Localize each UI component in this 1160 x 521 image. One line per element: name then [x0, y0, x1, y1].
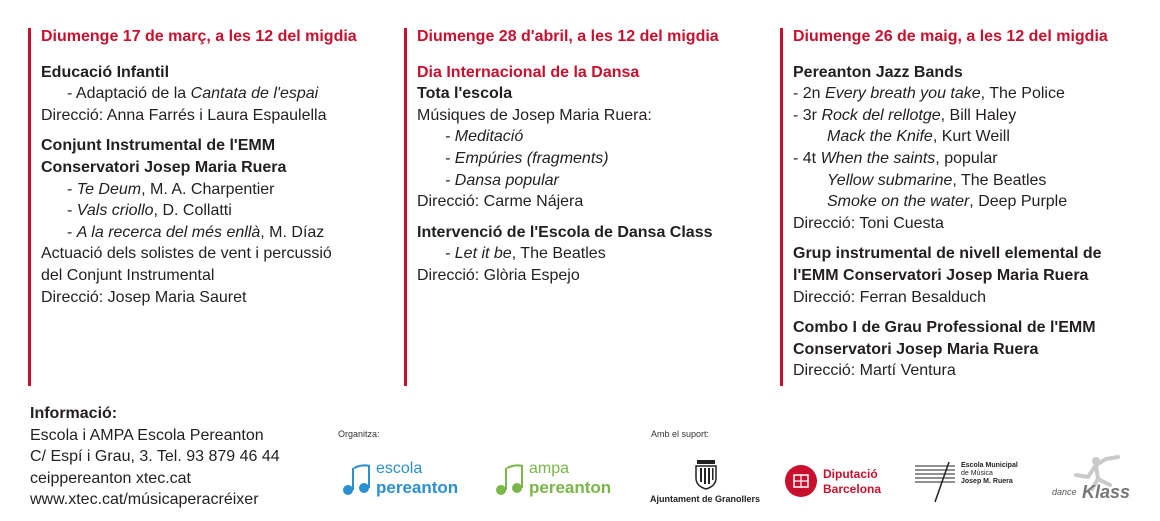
program-section — [417, 222, 769, 287]
emm-line3: Josep M. Ruera — [961, 478, 1013, 485]
program-line: - A la recerca del més enllà, M. Díaz — [67, 223, 325, 241]
program-line: Músiques de Josep Maria Ruera: — [417, 106, 652, 124]
ampa-pereanton-logo — [493, 460, 633, 502]
emm-line1: Escola Municipal — [961, 462, 1018, 469]
music-notes-icon — [493, 460, 533, 500]
contact-info — [30, 403, 280, 511]
program-line: - Adaptació de la Cantata de l'espai — [67, 85, 319, 103]
music-notes-icon — [340, 460, 380, 500]
pereanton-word: pereanton — [376, 478, 459, 497]
program-line: - 3r Rock del rellotge, Bill Haley — [793, 106, 1017, 124]
program-line: - Empúries (fragments) — [445, 149, 609, 167]
section-title: Pereanton Jazz Bands — [793, 63, 963, 81]
concert-column-2 — [404, 28, 769, 386]
section-title: Combo I de Grau Professional de l'EMM — [793, 319, 1096, 337]
escola-pereanton-logo — [340, 460, 480, 502]
program-line: - 4t When the saints, popular — [793, 149, 998, 167]
dance-klass-logo — [1048, 455, 1144, 507]
granollers-logo — [650, 458, 762, 506]
program-line: - Meditació — [445, 128, 524, 146]
concert-date: Diumenge 17 de març, a les 12 del migdia — [41, 28, 357, 45]
diputacio-line1: Diputació — [823, 467, 878, 481]
program-line: - Te Deum, M. A. Charpentier — [67, 180, 275, 198]
escola-word: escola — [376, 460, 423, 477]
diputacio-logo — [785, 465, 895, 499]
info-title: Informació: — [30, 405, 118, 422]
section-title: l'EMM Conservatori Josep Maria Ruera — [793, 266, 1089, 284]
program-line: del Conjunt Instrumental — [41, 266, 215, 284]
granollers-text: Ajuntament de Granollers — [650, 494, 761, 504]
section-subtitle: Dia Internacional de la Dansa — [417, 63, 640, 81]
info-line[interactable]: www.xtec.cat/músicaperacréixer — [30, 491, 259, 509]
organizer-label: Organitza: — [338, 429, 380, 439]
dance-word: dance — [1052, 487, 1077, 497]
diputacio-line2: Barcelona — [823, 482, 882, 496]
info-line: Escola i AMPA Escola Pereanton — [30, 426, 264, 444]
director-line: Direcció: Toni Cuesta — [793, 214, 944, 232]
program-line: Yellow submarine, The Beatles — [827, 171, 1047, 189]
program-section — [793, 243, 1150, 308]
concert-date: Diumenge 26 de maig, a les 12 del migdia — [793, 28, 1108, 45]
emm-logo — [915, 460, 1025, 506]
program-line: - Let it be, The Beatles — [445, 245, 606, 263]
director-line: Direcció: Anna Farrés i Laura Espaulella — [41, 106, 327, 124]
director-line: Direcció: Martí Ventura — [793, 362, 956, 380]
coat-of-arms-icon — [693, 458, 719, 490]
program-section — [41, 135, 393, 308]
section-title: Intervenció de l'Escola de Dansa Class — [417, 223, 713, 241]
director-line: Direcció: Carme Nájera — [417, 193, 584, 211]
pereanton-word: pereanton — [529, 478, 612, 497]
section-title: Conservatori Josep Maria Ruera — [793, 340, 1039, 358]
section-title: Educació Infantil — [41, 63, 170, 81]
staff-lines-icon — [915, 460, 957, 504]
director-line: Direcció: Ferran Besalduch — [793, 288, 986, 306]
diputacio-emblem-icon — [785, 465, 817, 497]
section-title: Grup instrumental de nivell elemental de — [793, 245, 1102, 263]
emm-line2: de Música — [961, 470, 993, 477]
klass-word: Klass — [1082, 482, 1131, 502]
program-line: - Dansa popular — [445, 171, 559, 189]
program-line: - Vals criollo, D. Collatti — [67, 202, 232, 220]
support-label: Amb el suport: — [651, 429, 710, 439]
program-section — [793, 317, 1150, 382]
concert-date: Diumenge 28 d'abril, a les 12 del migdia — [417, 28, 719, 45]
program-section — [417, 62, 769, 213]
program-section — [793, 62, 1150, 235]
program-line: - 2n Every breath you take, The Police — [793, 85, 1065, 103]
info-line: ceippereanton xtec.cat — [30, 469, 191, 487]
program-section — [41, 62, 393, 127]
ampa-word: ampa — [529, 460, 570, 477]
program-line: Mack the Knife, Kurt Weill — [827, 128, 1010, 146]
concert-column-1 — [28, 28, 393, 386]
info-line: C/ Espí i Grau, 3. Tel. 93 879 46 44 — [30, 448, 280, 466]
director-line: Direcció: Glòria Espejo — [417, 266, 580, 284]
section-title: Conjunt Instrumental de l'EMM — [41, 137, 276, 155]
concert-column-3 — [780, 28, 1150, 386]
section-title: Tota l'escola — [417, 85, 513, 103]
director-line: Direcció: Josep Maria Sauret — [41, 288, 247, 306]
program-line: Actuació dels solistes de vent i percussió — [41, 245, 332, 263]
section-title: Conservatori Josep Maria Ruera — [41, 158, 287, 176]
program-line: Smoke on the water, Deep Purple — [827, 193, 1068, 211]
